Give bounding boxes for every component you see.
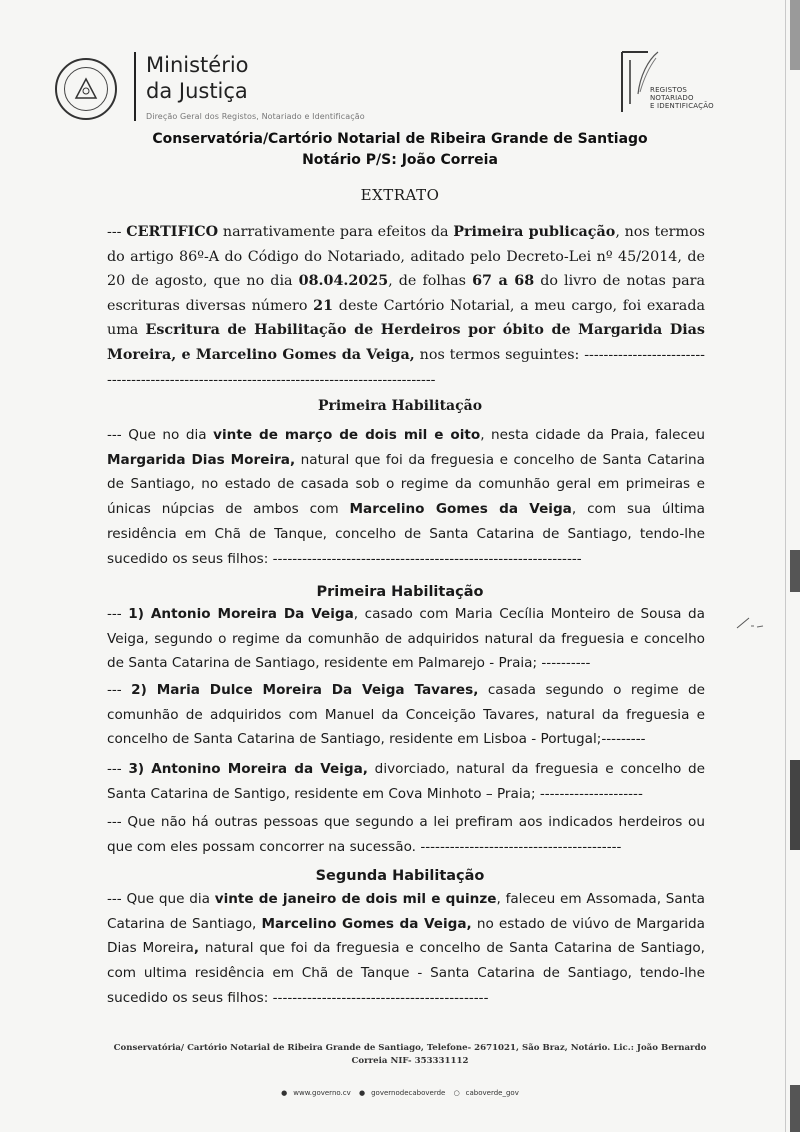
deceased-name: Margarida Dias Moreira, xyxy=(107,451,296,468)
scan-edge-line xyxy=(785,0,786,1132)
deed-subject: Escritura de Habilitação de Herdeiros por óbito de Margarida Dias Moreira, e Marcelino Gomes da Veiga, xyxy=(107,322,705,363)
notary-title: Notário P/S: João Correia xyxy=(302,152,498,168)
section1-paragraph xyxy=(107,423,705,571)
publication-text: Primeira publicação xyxy=(453,224,616,240)
website-link[interactable]: www.governo.cv xyxy=(293,1089,351,1097)
heir-details: casada segundo o regime de comunhão de adquiridos com Manuel da Conceição Tavares, natural da freguesia e concelho de Santa Catarina de Santiago, residente em Lisboa - Portugal;--------- xyxy=(107,682,705,748)
intro-text: nos termos seguintes: --------------------------------------------------------------------------------------------- xyxy=(107,346,705,388)
footer-contact: Conservatória/ Cartório Notarial de Ribeira Grande de Santiago, Telefone- 2671021, São Braz, Notário. Lic.: João Bernardo Correia NIF- 353331112 xyxy=(113,1043,707,1066)
heir-name: 1) Antonio Moreira Da Veiga xyxy=(128,606,354,622)
deed-date: 08.04.2025 xyxy=(298,273,389,290)
deceased-name: Marcelino Gomes da Veiga, xyxy=(261,915,472,932)
intro-text: do livro de notas para escrituras diversas número xyxy=(107,273,705,314)
heir-2 xyxy=(107,678,705,752)
ministry-name-line1: Ministério xyxy=(146,53,249,77)
ministry-name-line2: da Justiça xyxy=(146,79,248,103)
scan-mark xyxy=(790,760,800,850)
section3-paragraph xyxy=(107,887,705,1011)
folios: 67 a 68 xyxy=(472,273,535,290)
certifico-text: CERTIFICO xyxy=(126,224,219,240)
coat-of-arms-icon xyxy=(55,58,117,120)
section-heading: Primeira Habilitação xyxy=(316,584,484,600)
registos-line2: NOTARIADO xyxy=(650,94,694,102)
web-icon: ● xyxy=(281,1089,288,1097)
heir-name: 3) Antonino Moreira da Veiga, xyxy=(128,761,368,777)
document-title: EXTRATO xyxy=(360,186,440,204)
instagram-icon: ○ xyxy=(453,1089,460,1097)
heir-prefix: --- xyxy=(107,606,129,622)
section1-text: , com sua última residência em Chã de Tanque, concelho de Santa Catarina de Santiago, tendo-lhe sucedido os seus filhos: --------------------------------------------------------------- xyxy=(107,501,706,567)
social-links xyxy=(0,1089,800,1097)
heir-1 xyxy=(107,602,705,676)
heir-name: 2) Maria Dulce Moreira Da Veiga Tavares, xyxy=(131,682,479,698)
section-heading: Primeira Habilitação xyxy=(317,398,483,414)
section3-text: , faleceu em Assomada, Santa Catarina de Santiago, xyxy=(107,891,705,932)
intro-paragraph xyxy=(107,220,705,392)
section-heading: Segunda Habilitação xyxy=(315,868,485,884)
registos-logo-text xyxy=(650,86,714,110)
section3-comma: , xyxy=(193,940,200,957)
facebook-icon: ● xyxy=(359,1089,366,1097)
section3-text: no estado de viúvo de Margarida Dias Moreira xyxy=(107,915,705,957)
facebook-link[interactable]: governodecaboverde xyxy=(371,1089,446,1097)
ministry-subtitle: Direção Geral dos Registos, Notariado e Identificação xyxy=(146,112,365,121)
intro-text: narrativamente para efeitos da xyxy=(218,224,454,240)
intro-text: deste Cartório Notarial, a meu cargo, foi exarada uma xyxy=(107,297,705,339)
section3-text: --- Que que dia xyxy=(107,891,215,907)
office-title: Conservatória/Cartório Notarial de Ribeira Grande de Santiago xyxy=(152,131,648,147)
registos-line3: E IDENTIFICAÇÃO xyxy=(650,102,714,110)
intro-text: --- xyxy=(107,224,127,240)
heir-details: divorciado, natural da freguesia e concelho de Santa Catarina de Santigo, residente em Cova Minhoto – Praia; --------------------- xyxy=(107,761,705,802)
registos-line1: REGISTOS xyxy=(650,86,688,94)
section1-text: , nesta cidade da Praia, faleceu xyxy=(480,427,705,443)
book-number: 21 xyxy=(313,297,334,314)
section1-text: natural que foi da freguesia e concelho de Santa Catarina de Santiago, no estado de casada sob o regime da comunhão geral em primeiras e únicas núpcias de ambos com xyxy=(107,451,705,518)
scan-mark xyxy=(790,0,800,70)
pen-mark-icon xyxy=(735,612,765,634)
intro-text: , de folhas xyxy=(388,273,473,290)
section3-text: natural que foi da freguesia e concelho de Santa Catarina de Santiago, com ultima residência em Chã de Tanque - Santa Catarina de Santiago, tendo-lhe sucedido os seus filhos: -------------------------------------------- xyxy=(107,940,705,1006)
heir-prefix: --- xyxy=(107,682,132,698)
intro-text: , nos termos do artigo 86º-A do Código do Notariado, aditado pelo Decreto-Lei nº 45/2014, de 20 de agosto, que no dia xyxy=(107,224,706,290)
heir-prefix: --- xyxy=(107,761,129,777)
heir-3 xyxy=(107,757,705,806)
death-date: vinte de março de dois mil e oito xyxy=(213,427,481,443)
spouse-name: Marcelino Gomes da Veiga xyxy=(349,501,572,518)
section1-text: --- Que no dia xyxy=(107,427,214,443)
death-date: vinte de janeiro de dois mil e quinze xyxy=(214,891,497,907)
ministry-brand xyxy=(134,52,365,121)
heir-details: , casado com Maria Cecília Monteiro de Sousa da Veiga, segundo o regime da comunhão de adquiridos natural da freguesia e concelho de Santa Catarina de Santiago, residente em Palmarejo - Praia; ---------- xyxy=(107,606,705,672)
instagram-link[interactable]: caboverde_gov xyxy=(465,1089,519,1097)
closing-statement: --- Que não há outras pessoas que segundo a lei prefiram aos indicados herdeiros ou que com eles possam concorrer na sucessão. ----------------------------------------- xyxy=(107,814,705,855)
